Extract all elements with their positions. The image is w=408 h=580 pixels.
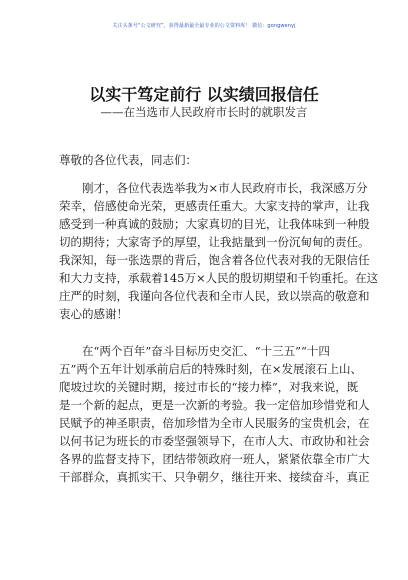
body-line: 以何书记为班长的市委坚强领导下，在市人大、市政协和社会 — [59, 434, 370, 448]
body-line: 感受到一种真诚的鼓励；大家真切的目光，让我体味到一种殷 — [59, 217, 370, 231]
document-subtitle: ——在当选市人民政府市长时的就职发言 — [100, 105, 308, 119]
body-line: 庄严的时刻，我谨向各位代表和全市人民，致以崇高的敬意和 — [59, 289, 370, 303]
body-line: 荣幸，倍感使命光荣，更感责任重大。大家支持的掌声，让我 — [59, 199, 370, 213]
body-line: 和大力支持，承载着145万×人民的殷切期望和千钧重托。在这 — [59, 271, 379, 285]
body-line: 切的期待；大家寄予的厚望，让我掂量到一份沉甸甸的责任。 — [59, 235, 370, 249]
body-line: 衷心的感谢！ — [59, 307, 128, 321]
body-line: 民赋予的神圣职责，倍加珍惜为全市人民服务的宝贵机会，在 — [59, 416, 370, 430]
salutation: 尊敬的各位代表，同志们： — [59, 153, 197, 167]
body-line: 是一个新的起点，更是一次新的考验。我一定倍加珍惜党和人 — [59, 398, 370, 412]
body-line: 各界的监督支持下，团结带领政府一班人，紧紧依靠全市广大 — [59, 452, 370, 466]
body-line: 在“两个百年”奋斗目标历史交汇、“十三五”“十四 — [59, 344, 330, 358]
body-line: 干部群众，真抓实干、只争朝夕，继往开来、接续奋斗，真正 — [59, 470, 370, 484]
body-line: 我深知，每一张选票的背后，饱含着各位代表对我的无限信任 — [59, 253, 370, 267]
body-line: 刚才，各位代表选举我为×市人民政府市长，我深感万分 — [59, 181, 368, 195]
body-line: 五”两个五年计划承前启后的特殊时刻，在×发展滚石上山、 — [59, 362, 363, 376]
document-title: 以实干笃定前行 以实绩回报信任 — [89, 85, 319, 104]
body-line: 爬坡过坎的关键时期，接过市长的“接力棒”，对我来说，既 — [59, 380, 359, 394]
header-promo-note: 关注头条号“公文研究”，获得最新最全最专业的公文资料库！ 微信：gongwenyj — [112, 23, 296, 29]
